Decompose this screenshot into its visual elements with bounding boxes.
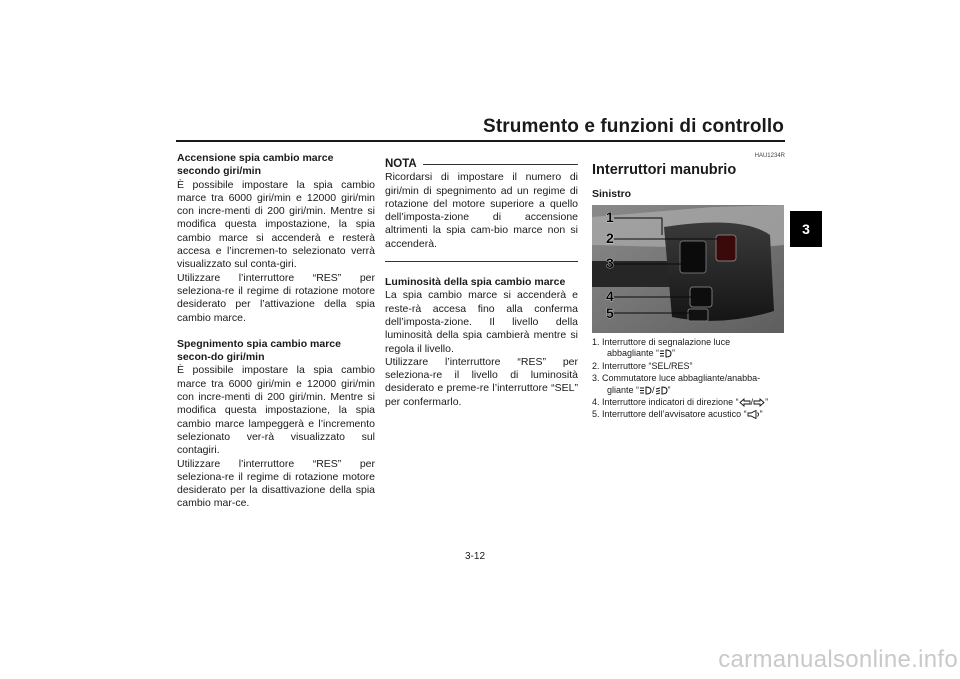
note-header: [385, 158, 578, 171]
caption-1: 1. Interruttore di segnalazione luce abbagliante “ ”: [592, 336, 731, 359]
high-beam-icon: [659, 349, 672, 358]
right-column: [592, 150, 785, 422]
horn-icon: [747, 410, 760, 419]
horn-button: [688, 309, 708, 321]
section-title: Interruttori manubrio: [592, 162, 737, 179]
note-rule: [423, 164, 578, 165]
paragraph: La spia cambio marce si accenderà e reste-rà accesa fino alla conferma dell’imposta-zione. Il livello della luminosità della spia cambierà mentre si regola il livello.: [385, 289, 578, 355]
paragraph: Utilizzare l’interruttore “RES” per seleziona-re il livello di luminosità desiderato e preme-re l’interruttore “SEL” per confermarlo.: [385, 355, 578, 408]
sel-res-switch: [716, 235, 736, 261]
paragraph: Utilizzare l’interruttore “RES” per seleziona-re il regime di rotazione motore desiderato per l’attivazione della spia cambio marce.: [177, 271, 375, 324]
handlebar-switch-photo: [592, 205, 784, 333]
heading-shift-light-off: Spegnimento spia cambio marce secon-do giri/min: [177, 337, 341, 364]
callout-1: 1: [606, 208, 614, 225]
title-rule: [176, 140, 785, 142]
page-title: Strumento e funzioni di controllo: [483, 116, 784, 137]
caption-5: 5. Interruttore dell’avvisatore acustico “ ”: [592, 409, 763, 420]
caption-2: 2. Interruttore “SEL/RES”: [592, 360, 693, 371]
low-beam-icon: [655, 386, 668, 395]
page-number: 3-12: [465, 551, 486, 562]
chapter-tab: 3: [790, 211, 822, 247]
turn-right-icon: [753, 398, 765, 407]
middle-column: [385, 152, 578, 409]
watermark: carmanualsonline.info: [718, 646, 958, 673]
heading-shift-light-on: Accensione spia cambio marce secondo giri/min: [177, 152, 334, 178]
subtitle-left: Sinistro: [592, 187, 632, 200]
caption-3: 3. Commutatore luce abbagliante/anabba- gliante “ / ”: [592, 373, 761, 395]
paragraph: Utilizzare l’interruttore “RES” per seleziona-re il regime di rotazione motore desiderato per la disattivazione della spia cambio mar-ce.: [177, 457, 375, 510]
beam-switch: [680, 241, 706, 273]
high-beam-icon: [639, 386, 652, 395]
heading-brightness: Luminosità della spia cambio marce: [385, 276, 566, 289]
note-label: NOTA: [385, 158, 417, 170]
reference-code: HAU1234R: [754, 153, 785, 159]
turn-left-icon: [739, 398, 751, 407]
callout-4: 4: [606, 287, 614, 304]
callout-2: 2: [606, 229, 614, 246]
callout-3: 3: [606, 254, 614, 271]
left-column: [177, 152, 375, 511]
note-end-rule: [385, 261, 578, 262]
callout-5: 5: [606, 304, 614, 321]
paragraph: È possibile impostare la spia cambio marce tra 6000 giri/min e 12000 giri/min con incre-menti di 200 giri/min. Mentre si modifica questa impostazione, la spia cambio marce lampeggerà e l’incremento selezionato ver-rà visualizzato sul contagiri.: [177, 364, 375, 457]
caption-list: [592, 337, 785, 421]
note-text: Ricordarsi di impostare il numero di giri/min di spegnimento ad un regime di rotazione del motore superiore a quello dell’imposta-zione di accensione altrimenti la spia cam-bio marce non si accenderà.: [385, 171, 578, 250]
caption-4: 4. Interruttore indicatori di direzione “ / ”: [592, 396, 769, 407]
paragraph: È possibile impostare la spia cambio marce tra 6000 giri/min e 12000 giri/min con incre-menti di 200 giri/min. Mentre si modifica questa impostazione, la spia cambio marce si accenderà e resterà accesa e l’incremen-to selezionato verrà visualizzato sul conta-giri.: [177, 178, 375, 271]
